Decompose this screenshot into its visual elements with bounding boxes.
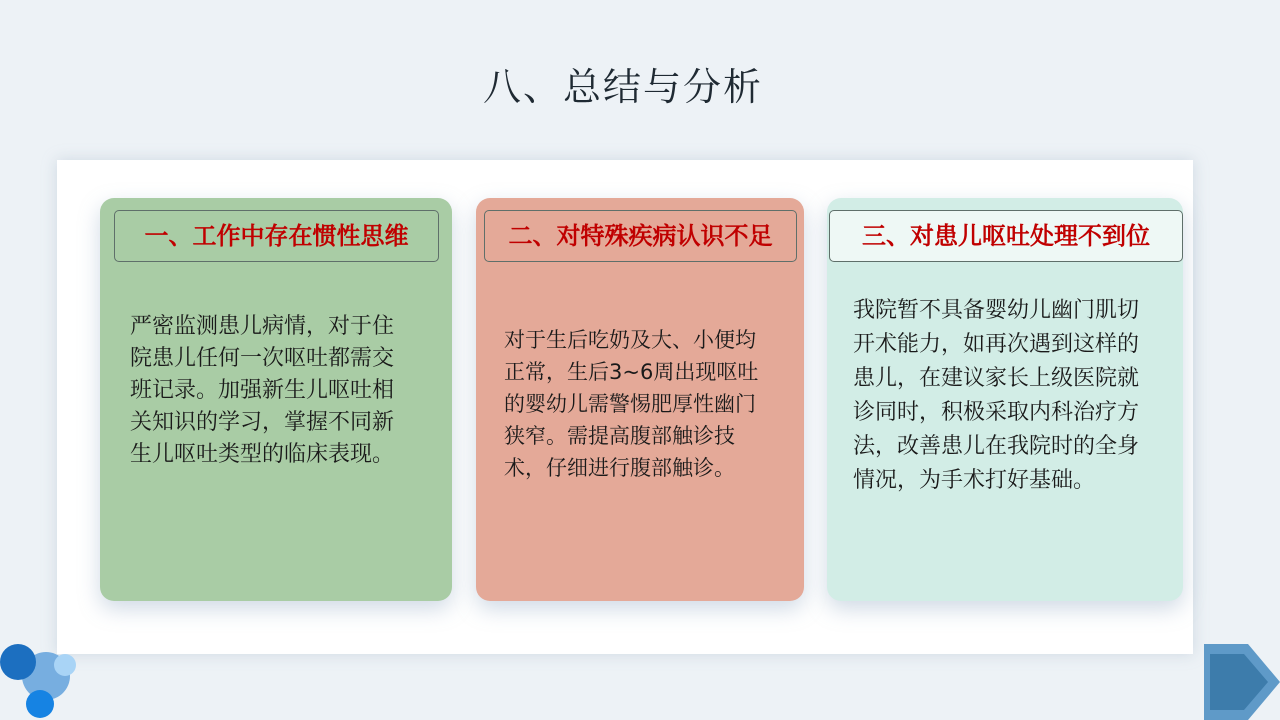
decor-circle-icon: [54, 654, 76, 676]
decor-circle-icon: [0, 644, 36, 680]
decor-circle-icon: [26, 690, 54, 718]
card-1-heading: 一、工作中存在惯性思维: [114, 210, 439, 262]
card-2-heading: 二、对特殊疾病认识不足: [484, 210, 797, 262]
slide-title: 八、总结与分析: [482, 65, 763, 109]
summary-card-2: [476, 198, 804, 601]
card-3-text: 我院暂不具备婴幼儿幽门肌切开术能力，如再次遇到这样的患儿，在建议家长上级医院就诊同时，积极采取内科治疗方法，改善患儿在我院时的全身情况，为手术打好基础。: [853, 298, 1140, 493]
card-2-text: 对于生后吃奶及大、小便均正常，生后3~6周出现呕吐的婴幼儿需警惕肥厚性幽门狭窄。需提高腹部触诊技术，仔细进行腹部触诊。: [504, 328, 759, 480]
summary-card-3: [827, 198, 1183, 601]
next-arrow-icon: [1204, 644, 1280, 720]
card-3-heading: 三、对患儿呕吐处理不到位: [829, 210, 1183, 262]
card-1-text: 严密监测患儿病情，对于住院患儿任何一次呕吐都需交班记录。加强新生儿呕吐相关知识的学习，掌握不同新生儿呕吐类型的临床表现。: [130, 314, 395, 467]
summary-card-1: [100, 198, 452, 601]
